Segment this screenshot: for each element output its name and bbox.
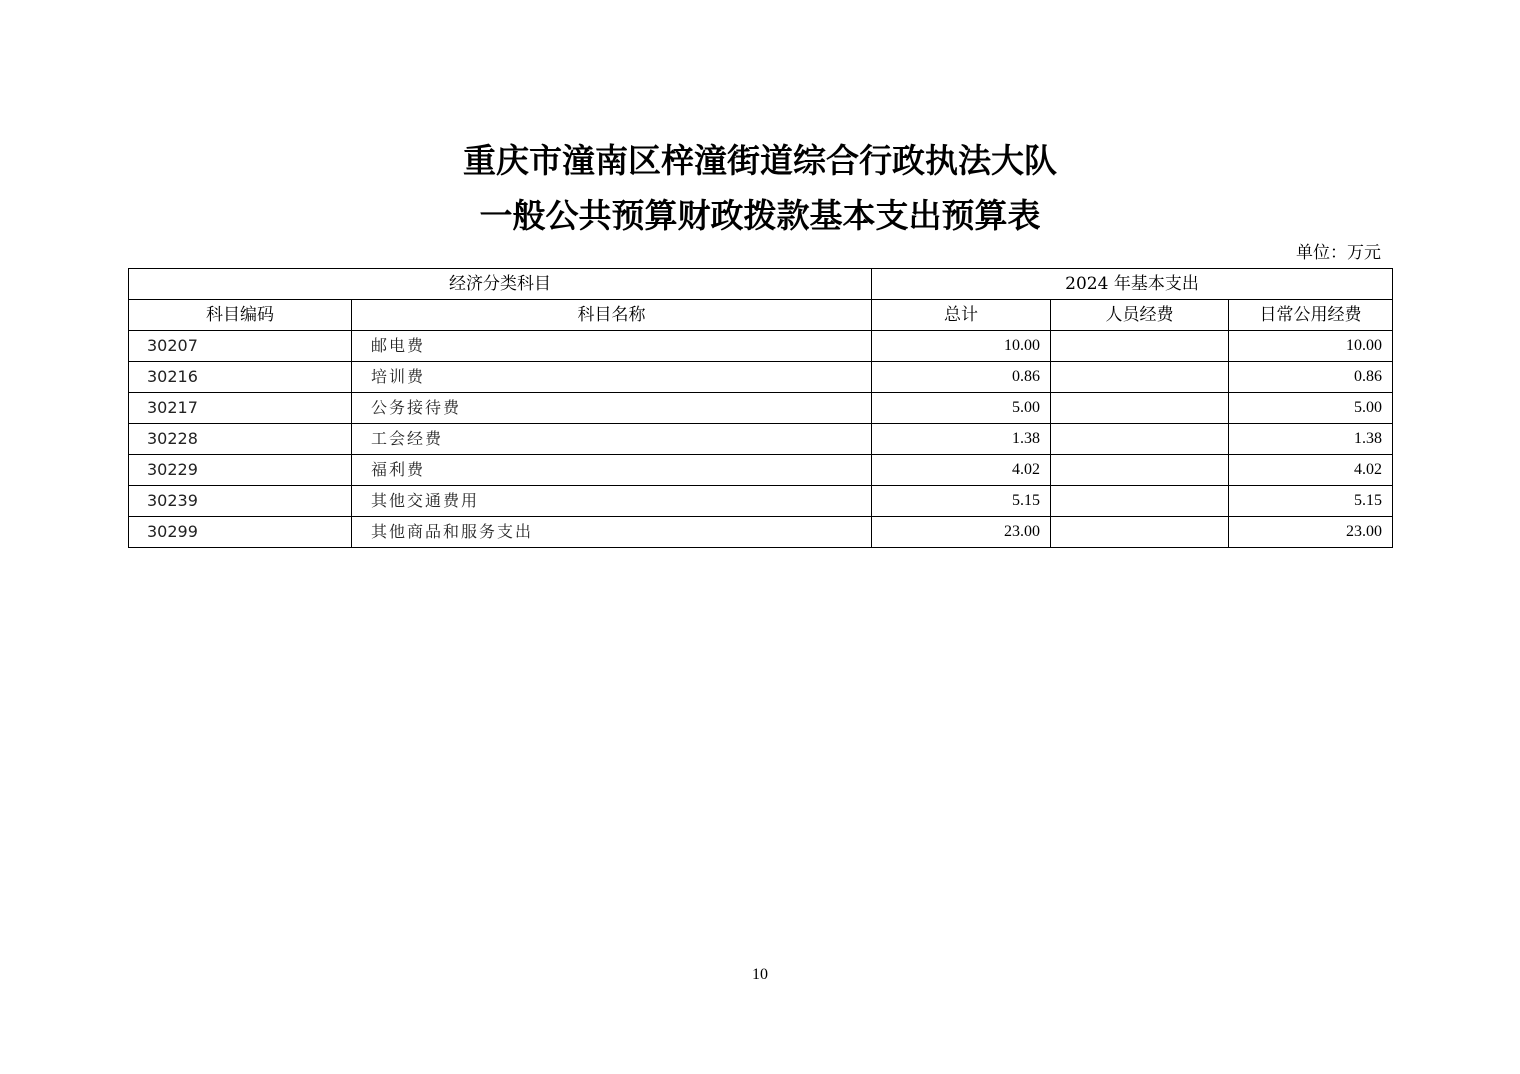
table-row	[129, 517, 1393, 548]
cell-personnel	[1051, 331, 1229, 362]
table-row	[129, 486, 1393, 517]
header-name: 科目名称	[352, 300, 872, 331]
cell-public-daily: 5.00	[1229, 393, 1393, 424]
unit-label: 单位：万元	[1296, 243, 1381, 263]
header-public-daily: 日常公用经费	[1229, 300, 1393, 331]
cell-name: 公务接待费	[352, 393, 872, 424]
cell-personnel	[1051, 517, 1229, 548]
cell-name: 培训费	[352, 362, 872, 393]
cell-name: 其他交通费用	[352, 486, 872, 517]
cell-public-daily: 4.02	[1229, 455, 1393, 486]
cell-total: 4.02	[872, 455, 1051, 486]
cell-public-daily: 10.00	[1229, 331, 1393, 362]
cell-personnel	[1051, 362, 1229, 393]
cell-personnel	[1051, 486, 1229, 517]
cell-public-daily: 1.38	[1229, 424, 1393, 455]
cell-total: 1.38	[872, 424, 1051, 455]
cell-name: 邮电费	[352, 331, 872, 362]
group-header-row	[129, 269, 1393, 300]
header-code: 科目编码	[129, 300, 352, 331]
column-header-row	[129, 300, 1393, 331]
header-economic-classification: 经济分类科目	[129, 269, 872, 300]
cell-personnel	[1051, 424, 1229, 455]
cell-total: 5.15	[872, 486, 1051, 517]
cell-total: 0.86	[872, 362, 1051, 393]
cell-public-daily: 0.86	[1229, 362, 1393, 393]
cell-code: 30228	[129, 424, 352, 455]
document-title-line2: 一般公共预算财政拨款基本支出预算表	[479, 196, 1041, 235]
cell-public-daily: 23.00	[1229, 517, 1393, 548]
cell-personnel	[1051, 393, 1229, 424]
cell-code: 30217	[129, 393, 352, 424]
cell-total: 23.00	[872, 517, 1051, 548]
table-row	[129, 455, 1393, 486]
cell-personnel	[1051, 455, 1229, 486]
table-row	[129, 362, 1393, 393]
cell-code: 30299	[129, 517, 352, 548]
table-row	[129, 393, 1393, 424]
header-basic-expenditure-2024: 2024 年基本支出	[872, 269, 1393, 300]
table-row	[129, 331, 1393, 362]
cell-total: 10.00	[872, 331, 1051, 362]
page-number: 10	[752, 966, 768, 983]
table-row	[129, 424, 1393, 455]
cell-name: 福利费	[352, 455, 872, 486]
cell-code: 30216	[129, 362, 352, 393]
cell-code: 30229	[129, 455, 352, 486]
header-personnel: 人员经费	[1051, 300, 1229, 331]
cell-total: 5.00	[872, 393, 1051, 424]
cell-name: 工会经费	[352, 424, 872, 455]
cell-code: 30239	[129, 486, 352, 517]
cell-code: 30207	[129, 331, 352, 362]
document-title-line1: 重庆市潼南区梓潼街道综合行政执法大队	[463, 141, 1057, 180]
cell-name: 其他商品和服务支出	[352, 517, 872, 548]
budget-table	[128, 268, 1393, 548]
header-total: 总计	[872, 300, 1051, 331]
cell-public-daily: 5.15	[1229, 486, 1393, 517]
